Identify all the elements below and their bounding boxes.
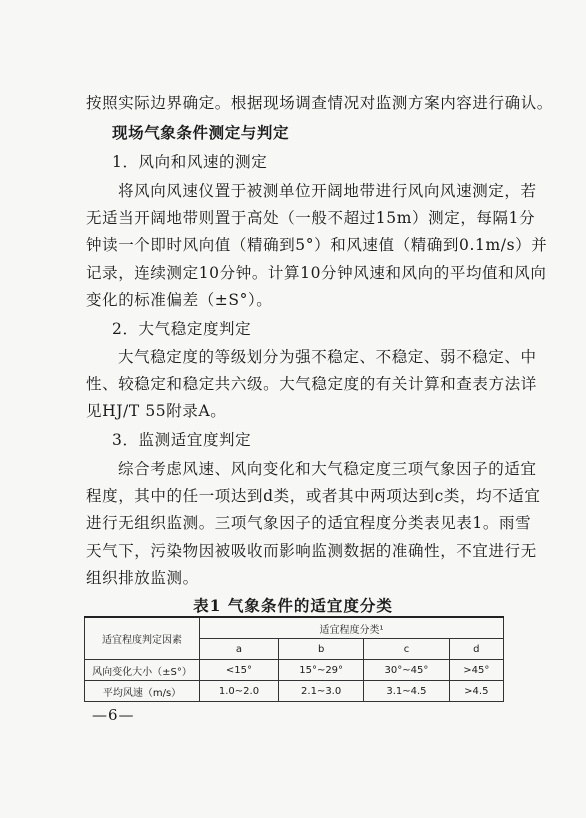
text-line-7: 记录，连续测定10分钟。计算10分钟风速和风向的平均值和风向 <box>86 264 547 282</box>
grade-header-cell: 适宜程度分类¹ <box>200 617 504 639</box>
text-line-10: 大气稳定度的等级划分为强不稳定、不稳定、弱不稳定、中 <box>118 348 537 366</box>
text-line-5: 无适当开阔地带则置于高处（一般不超过15m）测定，每隔1分 <box>86 209 536 227</box>
table-header-row <box>85 617 504 639</box>
page-number: —6— <box>92 706 135 724</box>
grade-cell-c: c <box>364 639 449 660</box>
table-row <box>85 660 504 681</box>
grade-cell-a: a <box>200 639 279 660</box>
table-row <box>85 681 504 702</box>
table-cell: <15° <box>200 660 279 681</box>
text-line-4: 将风向风速仪置于被测单位开阔地带进行风向风速测定，若 <box>118 182 537 200</box>
text-line-1: 按照实际边界确定。根据现场调查情况对监测方案内容进行确认。 <box>86 94 553 112</box>
text-line-12: 见HJ/T 55附录A。 <box>86 402 227 420</box>
text-line-11: 性、较稳定和稳定共六级。大气稳定度的有关计算和查表方法详 <box>86 375 537 393</box>
row-label-wind-speed: 平均风速（m/s） <box>85 681 200 702</box>
table-cell: >4.5 <box>449 681 503 702</box>
section-heading: 现场气象条件测定与判定 <box>112 123 290 142</box>
table-cell: 2.1~3.0 <box>278 681 363 702</box>
text-line-15: 程度，其中的任一项达到d类，或者其中两项达到c类，均不适宜 <box>86 487 541 505</box>
text-line-17: 天气下，污染物因被吸收而影响监测数据的准确性，不宜进行无 <box>86 542 537 560</box>
table-caption: 表1 气象条件的适宜度分类 <box>193 596 393 615</box>
table-cell: 15°~29° <box>278 660 363 681</box>
subheading-wind: 1．风向和风速的测定 <box>112 153 268 171</box>
table-cell: 3.1~4.5 <box>364 681 449 702</box>
row-label-wind-direction: 风向变化大小（±S°） <box>85 660 200 681</box>
grade-cell-d: d <box>449 639 503 660</box>
subheading-suitability: 3．监测适宜度判定 <box>112 431 252 449</box>
text-line-14: 综合考虑风速、风向变化和大气稳定度三项气象因子的适宜 <box>118 460 537 478</box>
table-cell: 30°~45° <box>364 660 449 681</box>
table-cell: 1.0~2.0 <box>200 681 279 702</box>
table-cell: >45° <box>449 660 503 681</box>
text-line-6: 钟读一个即时风向值（精确到5°）和风速值（精确到0.1m/s）并 <box>86 236 548 254</box>
text-line-8: 变化的标准偏差（±S°）。 <box>86 291 273 309</box>
text-line-18: 组织排放监测。 <box>86 569 199 587</box>
subheading-stability: 2．大气稳定度判定 <box>112 320 252 338</box>
suitability-table <box>84 616 504 702</box>
grade-cell-b: b <box>278 639 363 660</box>
text-line-16: 进行无组织监测。三项气象因子的适宜程度分类表见表1。雨雪 <box>86 514 532 532</box>
factor-header-cell: 适宜程度判定因素 <box>85 617 200 660</box>
